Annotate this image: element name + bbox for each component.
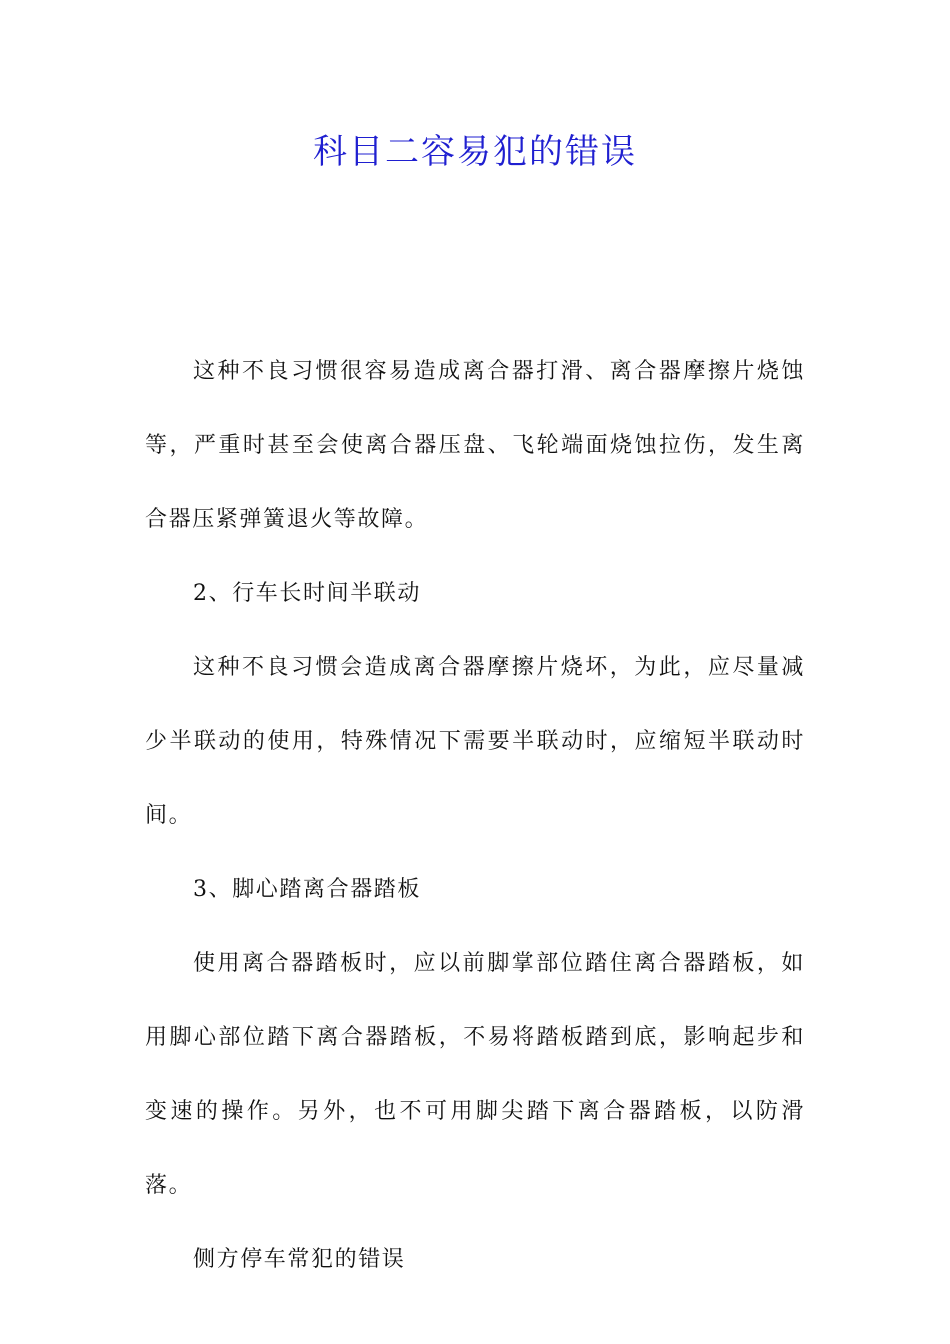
heading-side-parking-errors: 侧方停车常犯的错误 <box>193 1247 406 1272</box>
paragraph-half-clutch-advice: 这种不良习惯会造成离合器摩擦片烧坏，为此，应尽量减少半联动的使用，特殊情况下需要半联动时，应缩短半联动时间。 <box>145 655 805 828</box>
document-body <box>145 335 805 1297</box>
paragraph-clutch-slip-effects: 这种不良习惯很容易造成离合器打滑、离合器摩擦片烧蚀等，严重时甚至会使离合器压盘、飞轮端面烧蚀拉伤，发生离合器压紧弹簧退火等故障。 <box>145 359 805 532</box>
heading-half-clutch-driving: 2、行车长时间半联动 <box>193 581 421 606</box>
heading-arch-pressing-clutch: 3、脚心踏离合器踏板 <box>193 877 421 902</box>
paragraph-clutch-pedal-technique: 使用离合器踏板时，应以前脚掌部位踏住离合器踏板，如用脚心部位踏下离合器踏板，不易将踏板踏到底，影响起步和变速的操作。另外，也不可用脚尖踏下离合器踏板，以防滑落。 <box>145 951 805 1198</box>
document-title: 科目二容易犯的错误 <box>313 132 637 172</box>
